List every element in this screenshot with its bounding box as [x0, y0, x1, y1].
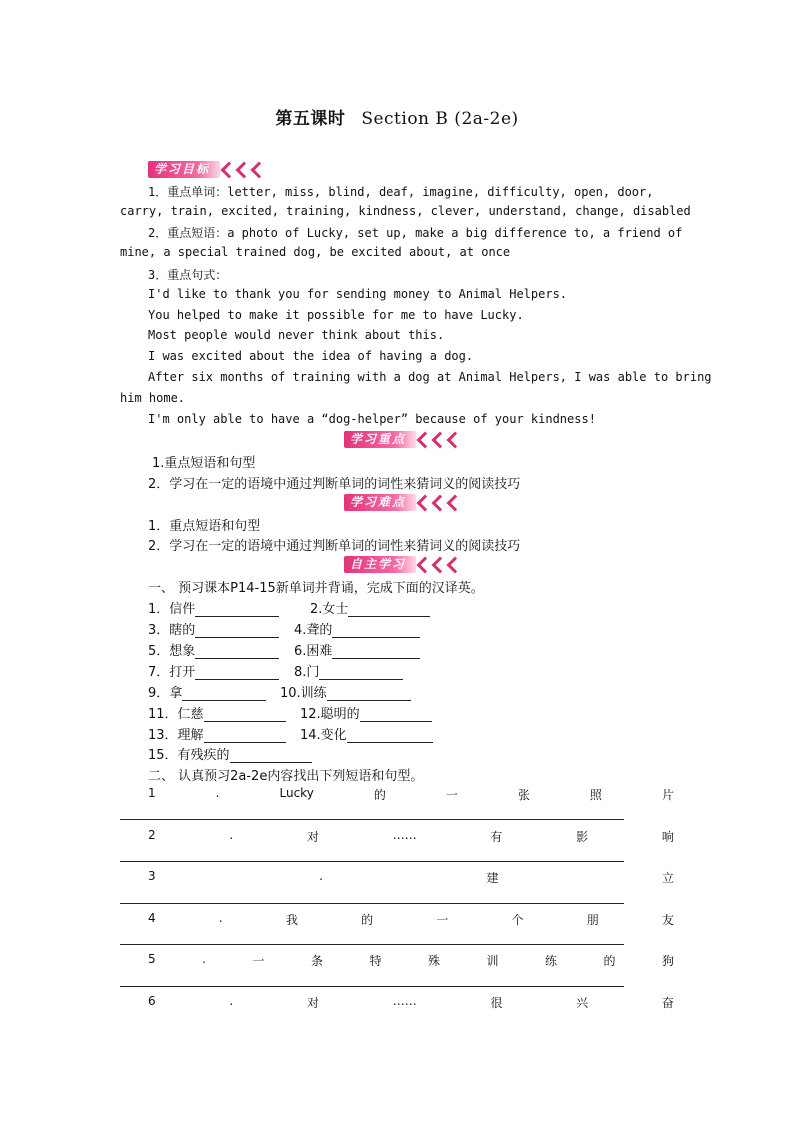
sentence-2: You helped to make it possible for me to have Lucky. — [148, 308, 524, 322]
answer-blank[interactable] — [195, 646, 279, 659]
phrase-row-6: 6 . 对 …… 很 兴 奋 — [148, 994, 674, 1010]
vocab-item: 3．瞎的 — [148, 619, 279, 638]
answer-line[interactable] — [120, 944, 624, 945]
goals-phrases-line-2: mine, a special trained dog, be excited about, at once — [120, 245, 511, 259]
banner-self-study — [344, 555, 463, 574]
sentence-5b: him home. — [120, 391, 186, 405]
phrase-row-1: 1 . Lucky 的 一 张 照 片 — [148, 786, 674, 802]
vocab-item: 2.女士 — [310, 598, 430, 617]
banner-key-label: 学习重点 — [344, 431, 416, 448]
key-point-1: 1.重点短语和句型 — [152, 456, 256, 471]
sentence-4: I was excited about the idea of having a dog. — [148, 349, 474, 363]
sentence-1: I'd like to thank you for sending money to Animal Helpers. — [148, 287, 568, 301]
chevron-left-icon — [222, 164, 267, 176]
answer-line[interactable] — [120, 819, 624, 820]
vocab-item: 10.训练 — [280, 682, 411, 701]
answer-blank[interactable] — [195, 667, 279, 680]
phrase-row-5: 5 . 一 条 特 殊 训 练 的 狗 — [148, 952, 674, 968]
vocab-item: 1．信件 — [148, 598, 279, 617]
answer-blank[interactable] — [204, 709, 286, 722]
key-point-2: 2．学习在一定的语境中通过判断单词的词性来猜词义的阅读技巧 — [148, 477, 521, 492]
vocab-item: 11．仁慈 — [148, 703, 286, 722]
vocab-item: 15．有残疾的 — [148, 744, 312, 763]
answer-blank[interactable] — [195, 604, 279, 617]
difficult-point-1: 1．重点短语和句型 — [148, 519, 261, 534]
answer-line[interactable] — [120, 903, 624, 904]
answer-blank[interactable] — [327, 688, 411, 701]
vocab-item: 13．理解 — [148, 724, 286, 743]
banner-goals — [148, 160, 267, 179]
vocab-item: 6.困难 — [294, 640, 420, 659]
answer-blank[interactable] — [347, 730, 433, 743]
vocab-item: 14.变化 — [300, 724, 433, 743]
banner-difficult — [344, 493, 463, 512]
sentence-6: I'm only able to have a “dog-helper” because of your kindness! — [148, 412, 596, 426]
banner-goals-label: 学习目标 — [148, 161, 220, 178]
goals-phrases-line-1: 2．重点短语：a photo of Lucky, set up, make a big difference to, a friend of — [148, 226, 683, 240]
banner-difficult-label: 学习难点 — [344, 494, 416, 511]
self-study-part2: 二、 认真预习2a-2e内容找出下列短语和句型。 — [148, 769, 424, 784]
answer-blank[interactable] — [230, 750, 312, 763]
vocab-item: 5．想象 — [148, 640, 279, 659]
answer-blank[interactable] — [360, 709, 432, 722]
goals-words-line-2: carry, train, excited, training, kindness, clever, understand, change, disabled — [120, 204, 691, 218]
answer-line[interactable] — [120, 986, 624, 987]
answer-blank[interactable] — [319, 667, 403, 680]
goals-sentences-label: 3．重点句式： — [148, 268, 228, 282]
answer-blank[interactable] — [348, 604, 430, 617]
banner-self-study-label: 自主学习 — [344, 556, 416, 573]
vocab-item: 4.聋的 — [294, 619, 420, 638]
vocab-item: 12.聪明的 — [300, 703, 432, 722]
goals-words-line-1: 1．重点单词：letter, miss, blind, deaf, imagine, difficulty, open, door, — [148, 185, 654, 199]
answer-line[interactable] — [120, 861, 624, 862]
self-study-part1: 一、 预习课本P14-15新单词并背诵，完成下面的汉译英。 — [148, 581, 484, 596]
sentence-3: Most people would never think about this. — [148, 328, 445, 342]
vocab-item: 9．拿 — [148, 682, 266, 701]
answer-blank[interactable] — [332, 625, 420, 638]
answer-blank[interactable] — [182, 688, 266, 701]
phrase-row-2: 2 . 对 …… 有 影 响 — [148, 828, 674, 844]
chevron-left-icon — [418, 497, 463, 509]
answer-blank[interactable] — [332, 646, 420, 659]
sentence-5a: After six months of training with a dog at Animal Helpers, I was able to bring — [148, 370, 712, 384]
vocab-item: 7．打开 — [148, 661, 279, 680]
banner-key — [344, 430, 463, 449]
chevron-left-icon — [418, 434, 463, 446]
page-title — [0, 104, 794, 129]
chevron-left-icon — [418, 559, 463, 571]
title-en: Section B (2a-2e) — [361, 109, 519, 129]
title-cn: 第五课时 — [275, 109, 346, 129]
answer-blank[interactable] — [204, 730, 286, 743]
phrase-row-4: 4 . 我 的 一 个 朋 友 — [148, 911, 674, 927]
phrase-row-3: 3 . 建 立 — [148, 869, 674, 885]
difficult-point-2: 2．学习在一定的语境中通过判断单词的词性来猜词义的阅读技巧 — [148, 539, 521, 554]
vocab-item: 8.门 — [294, 661, 403, 680]
answer-blank[interactable] — [195, 625, 279, 638]
